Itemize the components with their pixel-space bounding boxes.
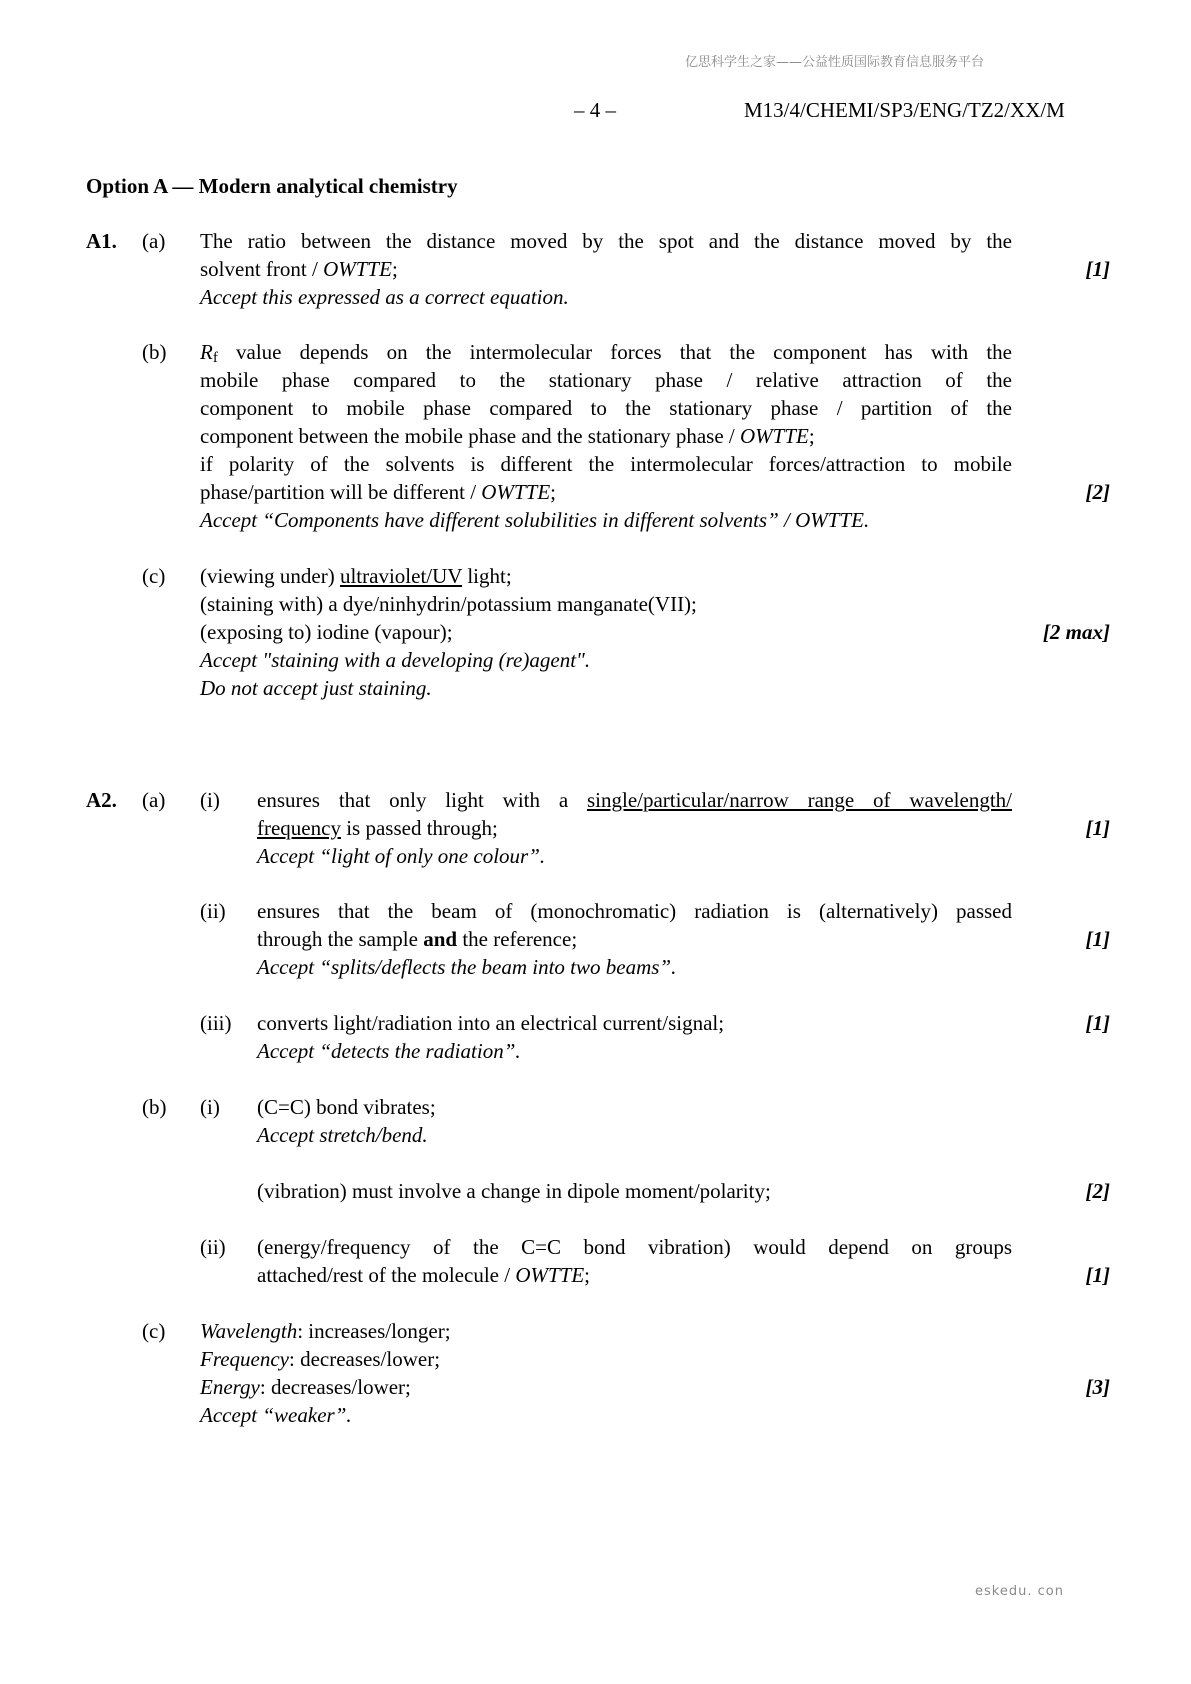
text-line bbox=[200, 255, 398, 283]
text: OWTTE bbox=[481, 480, 551, 504]
text-line: (energy/frequency of the C=C bond vibration) would depend on groups bbox=[257, 1235, 1012, 1259]
mark-a2-b-ii: [1] bbox=[1085, 1263, 1110, 1287]
text-line bbox=[200, 1345, 440, 1373]
text-line: (exposing to) iodine (vapour); bbox=[200, 620, 453, 644]
text: ; bbox=[391, 257, 398, 281]
text: : increases/longer; bbox=[297, 1319, 451, 1343]
text-line bbox=[257, 814, 498, 842]
part-label-a1-b: (b) bbox=[142, 340, 167, 364]
mark-a2-c: [3] bbox=[1085, 1375, 1110, 1399]
text-line: (vibration) must involve a change in dipole moment/polarity; bbox=[257, 1179, 771, 1203]
text: OWTTE bbox=[740, 424, 809, 448]
subpart-label-a2-a-iii: (iii) bbox=[200, 1011, 232, 1035]
text: (viewing under) bbox=[200, 564, 340, 588]
text: R bbox=[200, 340, 213, 364]
text: attached/rest of the molecule / bbox=[257, 1263, 516, 1287]
mark-a2-a-ii: [1] bbox=[1085, 927, 1110, 951]
text: phase/partition will be different / bbox=[200, 480, 482, 504]
mark-a1-b: [2] bbox=[1085, 480, 1110, 504]
subpart-label-a2-a-ii: (ii) bbox=[200, 899, 226, 923]
accept-note: Accept stretch/bend. bbox=[257, 1123, 428, 1147]
text-line bbox=[257, 786, 1012, 814]
accept-note: Accept “Components have different solubilities in different solvents” / OWTTE. bbox=[200, 508, 870, 532]
text: ensures that only light with a bbox=[257, 788, 587, 812]
mark-a2-a-i: [1] bbox=[1085, 816, 1110, 840]
text-line bbox=[257, 1261, 590, 1289]
text: ; bbox=[584, 1263, 591, 1287]
text: light; bbox=[462, 564, 512, 588]
text: ultraviolet/UV bbox=[339, 564, 463, 588]
accept-note: Do not accept just staining. bbox=[200, 676, 432, 700]
text: frequency bbox=[257, 816, 341, 840]
text-line: (C=C) bond vibrates; bbox=[257, 1095, 436, 1119]
text: OWTTE bbox=[515, 1263, 585, 1287]
text-line: mobile phase compared to the stationary phase / relative attraction of the bbox=[200, 368, 1012, 392]
option-title: Option A — Modern analytical chemistry bbox=[86, 174, 458, 198]
subpart-label-a2-a-i: (i) bbox=[200, 788, 220, 812]
text: the reference; bbox=[457, 927, 578, 951]
text-line: component to mobile phase compared to the stationary phase / partition of the bbox=[200, 396, 1012, 420]
part-label-a1-c: (c) bbox=[142, 564, 166, 588]
text: through the sample bbox=[257, 927, 424, 951]
text: and bbox=[423, 927, 458, 951]
text: : decreases/lower; bbox=[259, 1375, 411, 1399]
text: ; bbox=[550, 480, 556, 504]
question-label-a1: A1. bbox=[86, 229, 117, 253]
text-line: if polarity of the solvents is different the intermolecular forces/attraction to mobile bbox=[200, 452, 1012, 476]
accept-note: Accept “splits/deflects the beam into two beams”. bbox=[257, 955, 677, 979]
text: value depends on the intermolecular forces that the component has with the bbox=[217, 340, 1012, 364]
text-line: ensures that the beam of (monochromatic) radiation is (alternatively) passed bbox=[257, 899, 1012, 923]
text: ; bbox=[808, 424, 815, 448]
text: Wavelength bbox=[200, 1319, 298, 1343]
text: Energy bbox=[200, 1375, 260, 1399]
mark-a2-a-iii: [1] bbox=[1085, 1011, 1110, 1035]
document-code: M13/4/CHEMI/SP3/ENG/TZ2/XX/M bbox=[744, 98, 1065, 122]
text: single/particular/narrow range of wavelength/ bbox=[586, 788, 1013, 812]
part-label-a2-b: (b) bbox=[142, 1095, 167, 1119]
text-line: The ratio between the distance moved by the spot and the distance moved by the bbox=[200, 229, 1012, 253]
subpart-label-a2-b-ii: (ii) bbox=[200, 1235, 226, 1259]
accept-note: Accept “detects the radiation”. bbox=[257, 1039, 521, 1063]
text: OWTTE bbox=[323, 257, 392, 281]
part-label-a1-a: (a) bbox=[142, 229, 166, 253]
text-line: (staining with) a dye/ninhydrin/potassium manganate(VII); bbox=[200, 592, 697, 616]
accept-note: Accept this expressed as a correct equation. bbox=[200, 285, 569, 309]
text: component between the mobile phase and the stationary phase / bbox=[200, 424, 741, 448]
accept-note: Accept “light of only one colour”. bbox=[257, 844, 546, 868]
part-label-a2-c: (c) bbox=[142, 1319, 166, 1343]
subpart-label-a2-b-i: (i) bbox=[200, 1095, 220, 1119]
text-line bbox=[200, 1373, 411, 1401]
text: Frequency bbox=[200, 1347, 290, 1371]
text: solvent front / bbox=[200, 257, 324, 281]
text-line bbox=[200, 1317, 451, 1345]
text-line bbox=[200, 422, 815, 450]
accept-note: Accept “weaker”. bbox=[200, 1403, 352, 1427]
text: : decreases/lower; bbox=[289, 1347, 441, 1371]
text-line bbox=[200, 562, 512, 590]
text: is passed through; bbox=[340, 816, 498, 840]
accept-note: Accept "staining with a developing (re)agent". bbox=[200, 648, 591, 672]
question-label-a2: A2. bbox=[86, 788, 117, 812]
mark-a2-b-i: [2] bbox=[1085, 1179, 1110, 1203]
mark-a1-a: [1] bbox=[1085, 257, 1110, 281]
watermark-bottom: eskedu. con bbox=[975, 1584, 1064, 1599]
part-label-a2-a: (a) bbox=[142, 788, 166, 812]
text-line bbox=[200, 478, 556, 506]
page-number: – 4 – bbox=[574, 98, 616, 122]
mark-a1-c: [2 max] bbox=[1042, 620, 1110, 644]
text-line bbox=[257, 925, 577, 953]
text: f bbox=[212, 350, 218, 366]
watermark-top: 亿思科学生之家——公益性质国际教育信息服务平台 bbox=[685, 55, 985, 70]
text-line: converts light/radiation into an electrical current/signal; bbox=[257, 1011, 725, 1035]
